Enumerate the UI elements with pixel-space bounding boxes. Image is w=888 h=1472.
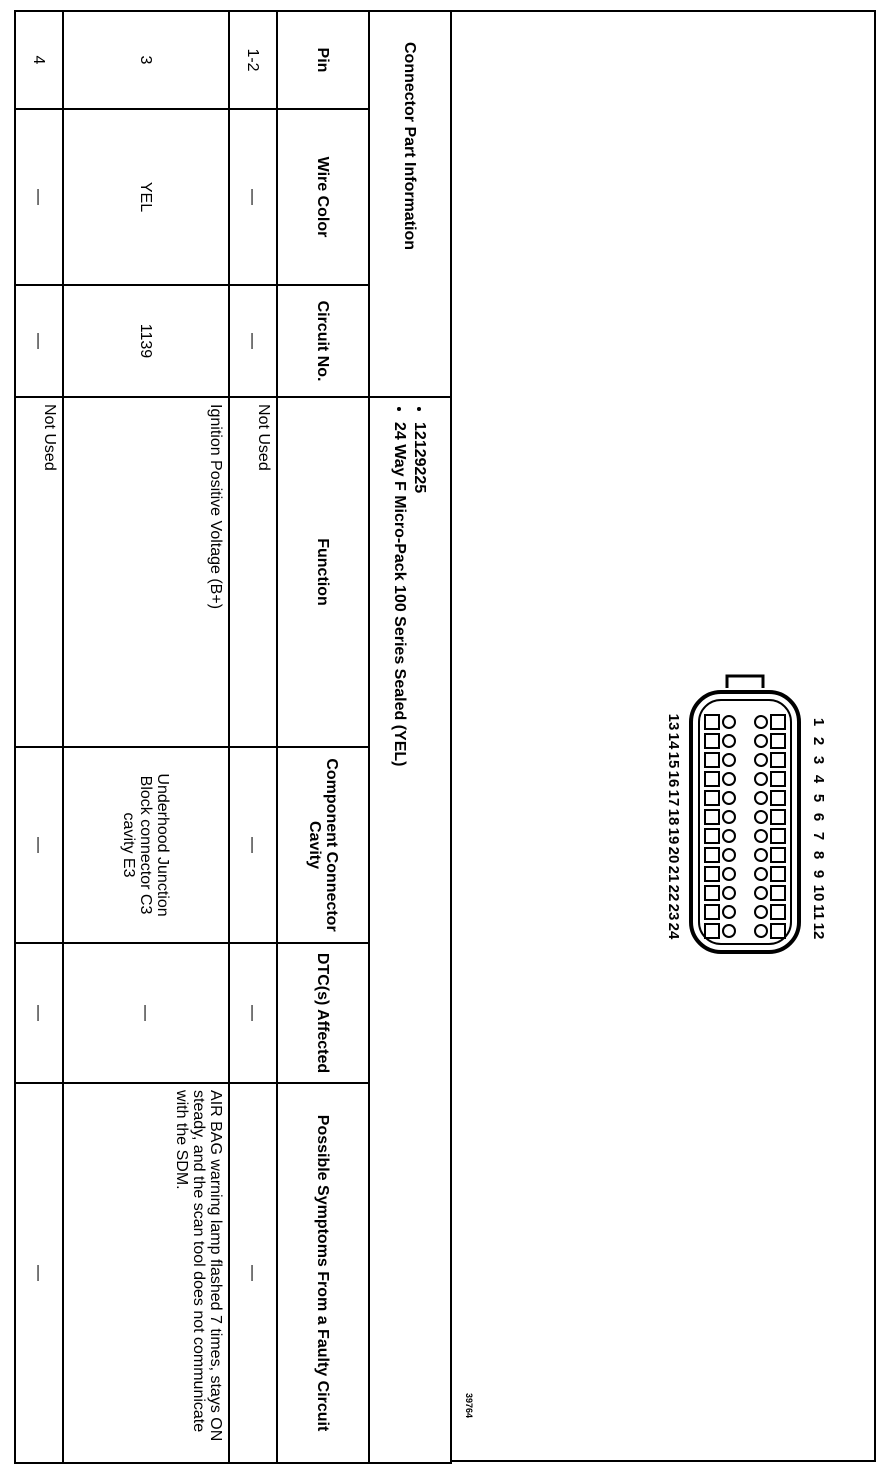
pin-terminal [755,735,767,747]
pin-terminal [723,735,735,747]
pin-terminal [755,716,767,728]
cell-symptoms: — [15,1083,63,1463]
cell-wire-color: — [229,109,277,285]
pin-terminal [755,887,767,899]
header-pin: Pin [277,11,369,109]
pin-number-label: 1 [810,717,827,727]
pin-cavity [705,867,719,881]
connector-info-table [14,10,452,1464]
figure-number: 39764 [464,1392,474,1418]
pin-number-label: 2 [810,736,827,746]
cell-symptoms: AIR BAG warning lamp flashed 7 times, stays ON steady, and the scan tool does not communicate with the SDM. [63,1083,229,1463]
pin-number-label: 11 [810,904,827,920]
pin-number-label: 15 [665,751,682,769]
table-row [63,11,229,1463]
part-info-row [369,11,451,1463]
pin-cavity [705,829,719,843]
cell-symptoms: — [229,1083,277,1463]
pin-terminal [723,773,735,785]
pin-cavity [705,753,719,767]
pin-number-label: 3 [810,755,827,765]
pin-terminal [755,811,767,823]
pin-terminal [723,792,735,804]
header-dtc: DTC(s) Affected [277,943,369,1083]
pin-cavity [771,810,785,824]
pin-cavity [705,715,719,729]
cell-cavity: Underhood Junction Block connector C3 cavity E3 [63,747,229,943]
cell-dtc: — [63,943,229,1083]
pin-cavity [771,905,785,919]
part-number: • 12129225 [412,422,429,1456]
pin-terminal [755,849,767,861]
table-row [15,11,63,1463]
pin-terminal [755,830,767,842]
pin-number-label: 8 [810,850,827,860]
table-row [229,11,277,1463]
cell-dtc: — [15,943,63,1083]
header-wire-color: Wire Color [277,109,369,285]
header-symptoms: Possible Symptoms From a Faulty Circuit [277,1083,369,1463]
pin-number-label: 20 [665,846,682,864]
pin-cavity [771,772,785,786]
connector-housing-inner [699,700,791,944]
table-header-row [277,11,369,1463]
pin-number-label: 13 [665,713,682,731]
connector-housing [691,692,799,952]
cell-circuit: — [229,285,277,397]
pin-number-label: 9 [810,869,827,879]
pin-terminal [755,906,767,918]
pin-terminal [723,849,735,861]
cell-function: Not Used [229,397,277,747]
pin-cavity [771,791,785,805]
pin-terminal [723,906,735,918]
pin-cavity [771,867,785,881]
pin-cavity [705,886,719,900]
header-circuit-no: Circuit No. [277,285,369,397]
connector-latch [727,676,763,688]
pin-number-label: 19 [665,827,682,845]
pin-number-label: 14 [665,732,682,750]
cell-function: Ignition Positive Voltage (B+) [63,397,229,747]
pin-number-label: 12 [810,922,827,940]
pin-cavity [771,829,785,843]
pin-terminal [755,792,767,804]
pin-number-label: 6 [810,812,827,822]
cell-circuit: — [15,285,63,397]
cell-pin: 3 [63,11,229,109]
pin-terminal [755,925,767,937]
cell-cavity: — [15,747,63,943]
pin-cavity [771,886,785,900]
pin-number-label: 10 [810,884,827,902]
cell-function: Not Used [15,397,63,747]
pin-terminal [723,754,735,766]
pin-cavity [705,848,719,862]
pin-terminal [723,887,735,899]
pin-number-label: 24 [665,922,682,940]
part-info-label: Connector Part Information [369,11,451,397]
pin-cavity [771,924,785,938]
connector-face-diagram [629,652,859,992]
pin-terminal [755,773,767,785]
pin-cavity [705,734,719,748]
cell-wire-color: — [15,109,63,285]
cell-pin: 1-2 [229,11,277,109]
pin-cavity [705,772,719,786]
cell-cavity: — [229,747,277,943]
pin-number-label: 21 [665,865,682,883]
pin-cavity [705,791,719,805]
pin-cavity [771,734,785,748]
pin-number-label: 22 [665,884,682,902]
connector-diagram-area [450,10,876,1462]
pin-number-label: 17 [665,789,682,807]
part-info-values [369,397,451,1463]
pin-cavity [705,924,719,938]
pin-number-label: 18 [665,808,682,826]
cell-pin: 4 [15,11,63,109]
pin-cavity [705,905,719,919]
pin-cavity [771,715,785,729]
pin-number-label: 4 [810,774,827,784]
pin-terminal [723,811,735,823]
pin-terminal [723,830,735,842]
pin-number-label: 16 [665,770,682,788]
cell-circuit: 1139 [63,285,229,397]
pin-terminal [723,716,735,728]
cell-dtc: — [229,943,277,1083]
header-function: Function [277,397,369,747]
cell-wire-color: YEL [63,109,229,285]
pin-terminal [723,925,735,937]
pin-cavity [771,753,785,767]
pin-terminal [755,754,767,766]
pin-terminal [723,868,735,880]
pin-cavity [771,848,785,862]
pin-number-label: 5 [810,793,827,803]
pin-number-label: 7 [810,831,827,841]
pin-cavity [705,810,719,824]
header-component-cavity: Component Connector Cavity [277,747,369,943]
pin-terminal [755,868,767,880]
pin-number-label: 23 [665,903,682,921]
part-description: • 24 Way F Micro-Pack 100 Series Sealed (YEL) [392,422,409,1456]
